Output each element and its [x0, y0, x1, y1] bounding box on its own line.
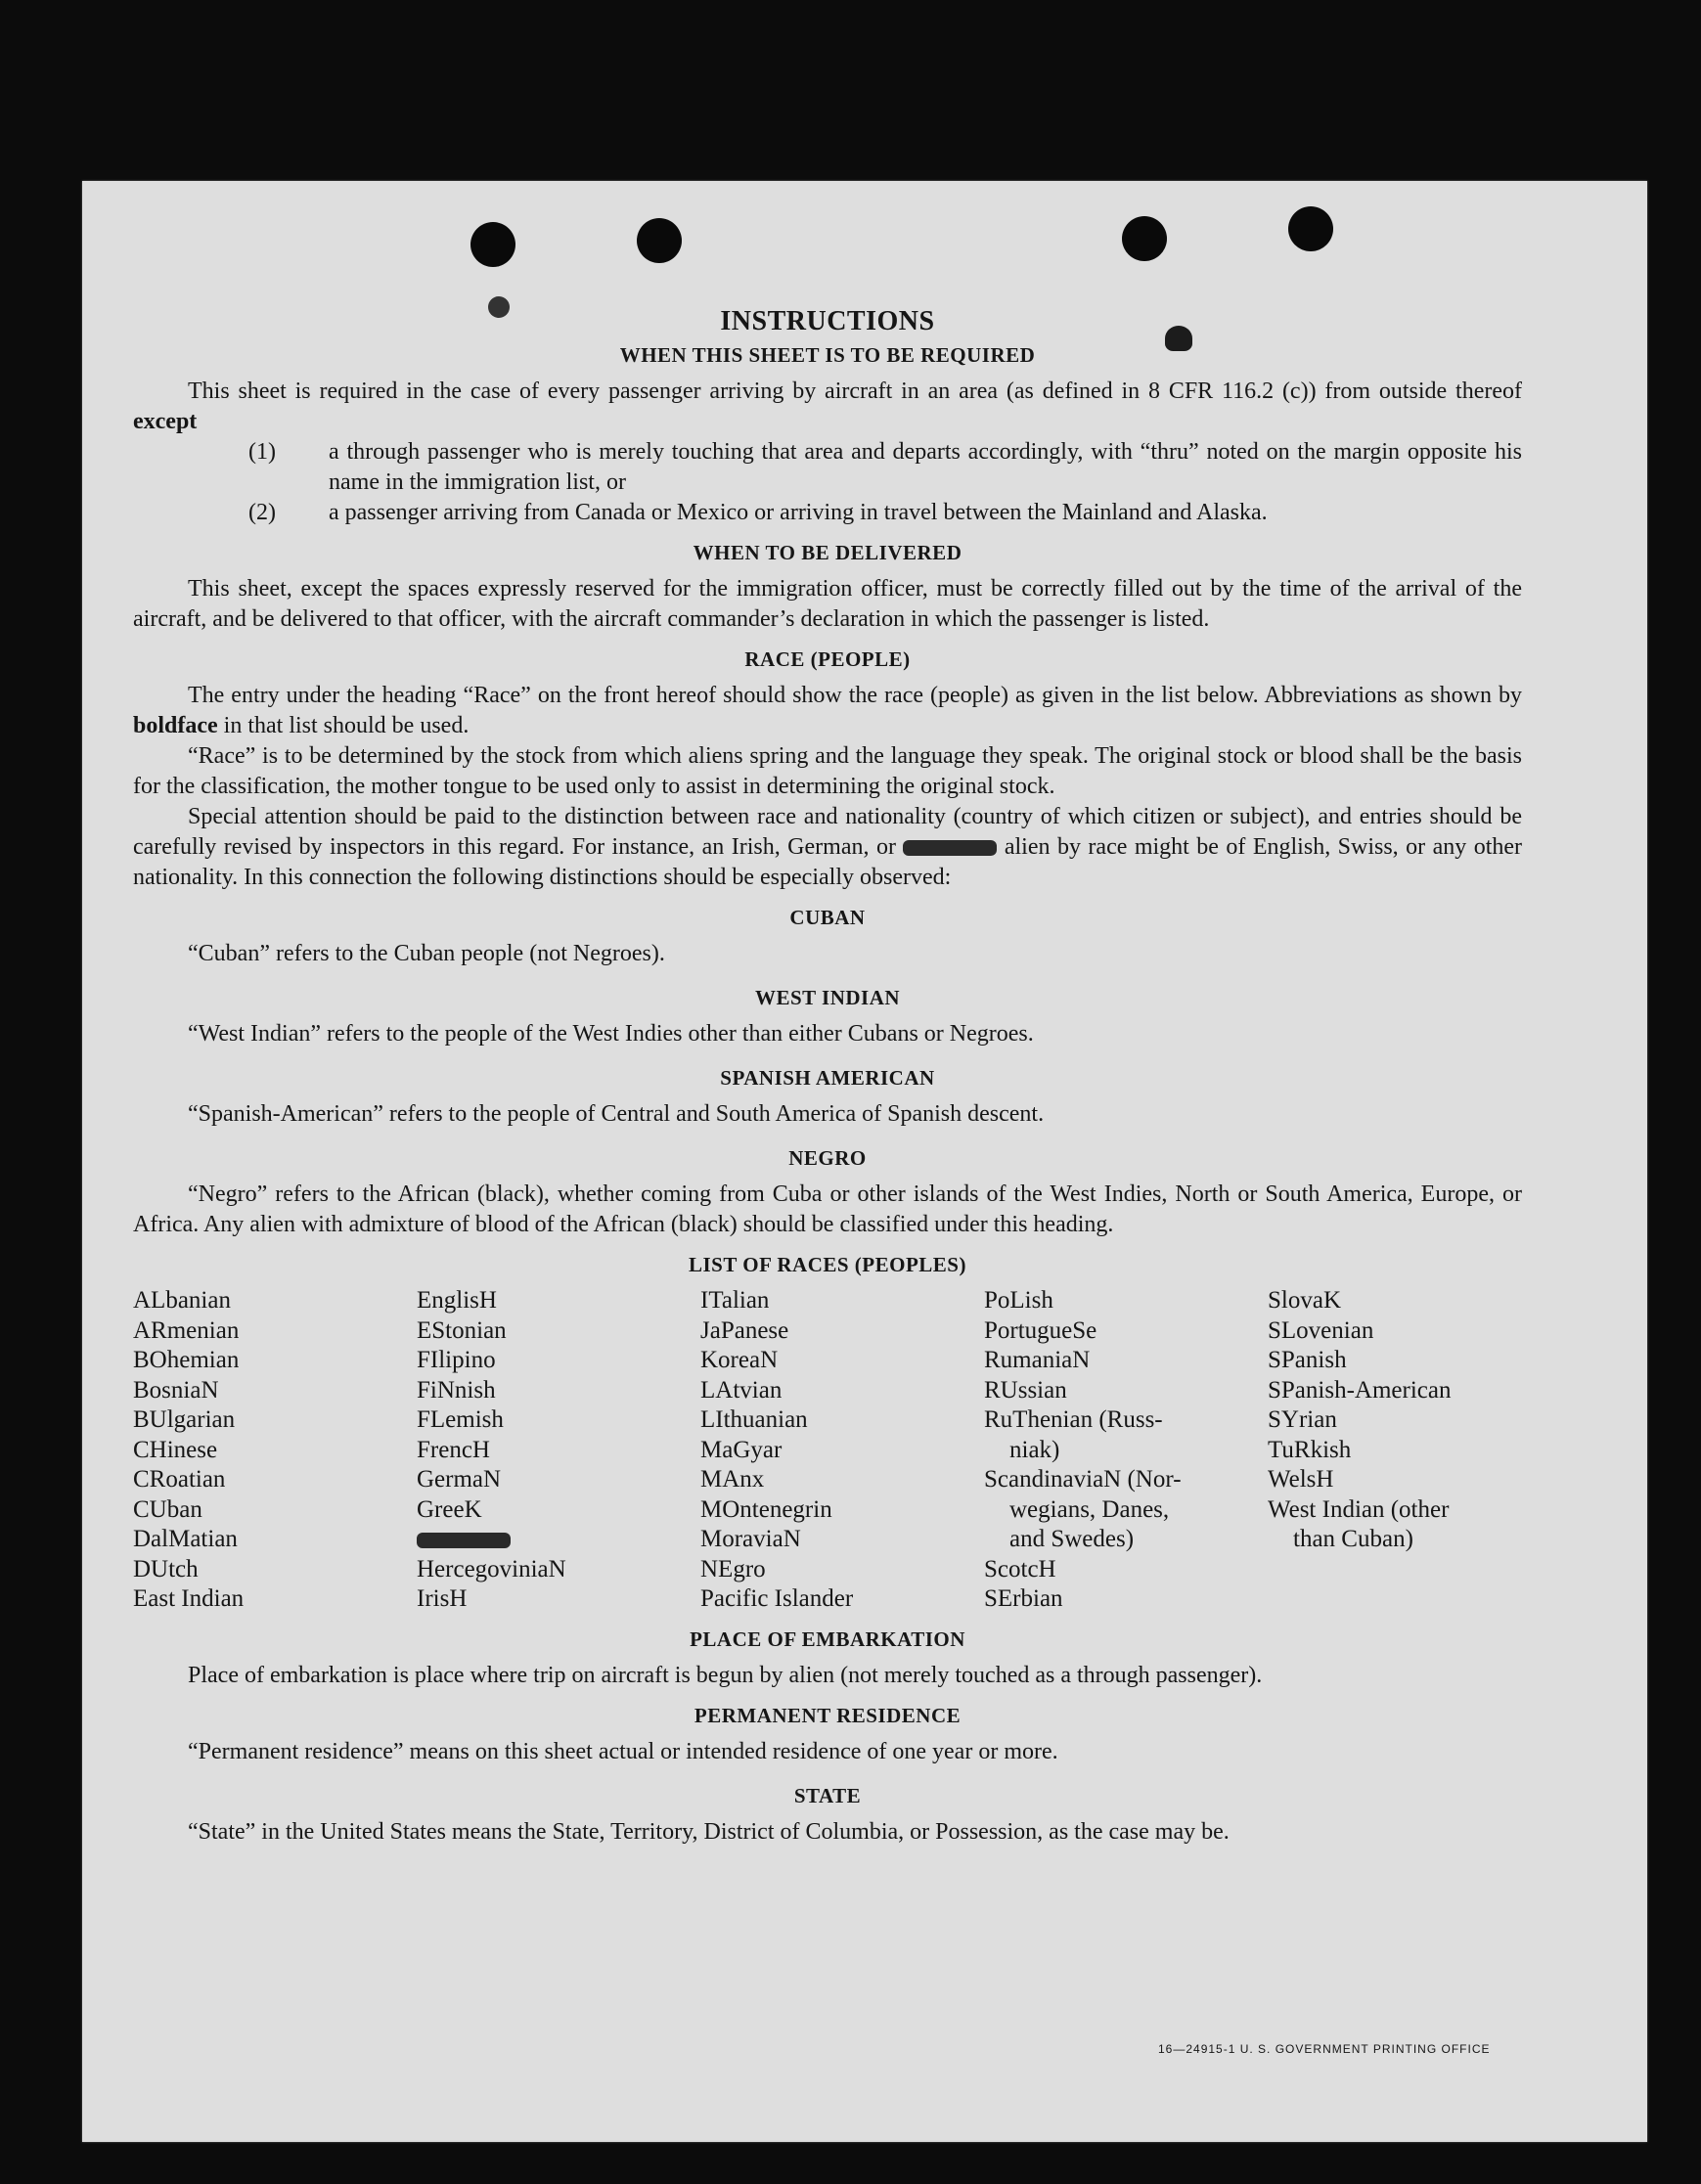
race-item: NEgro: [700, 1555, 766, 1582]
heading-spanish-american: SPANISH AMERICAN: [720, 1066, 935, 1090]
race-item: niak): [1009, 1436, 1060, 1463]
west-indian-text: “West Indian” refers to the people of the West Indies other than either Cubans or Negroes.: [188, 1021, 1034, 1047]
race-item: ScotcH: [984, 1555, 1056, 1582]
race-item: EStonian: [417, 1316, 507, 1344]
race-item: DUtch: [133, 1555, 199, 1582]
race-item: GreeK: [417, 1495, 482, 1523]
residence-text: “Permanent residence” means on this sheet actual or intended residence of one year or more.: [188, 1738, 1058, 1764]
heading-embarkation: PLACE OF EMBARKATION: [690, 1627, 965, 1651]
cuban-text: “Cuban” refers to the Cuban people (not Negroes).: [188, 941, 665, 966]
state-text: “State” in the United States means the State, Territory, District of Columbia, or Possession, as the case may be.: [188, 1818, 1230, 1845]
race-item: FLemish: [417, 1406, 504, 1433]
race-item: and Swedes): [1009, 1526, 1135, 1552]
race-paragraph-1: The entry under the heading “Race” on the front hereof should show the race (people) as given in the list below. Abbreviations as shown by boldface in that list should be used.: [133, 683, 1522, 738]
race-item: West Indian (other: [1268, 1495, 1450, 1523]
race-item-redacted: [417, 1525, 700, 1555]
race-item: ITalian: [700, 1287, 770, 1314]
race-item: SPanish: [1268, 1347, 1347, 1373]
race-item: than Cuban): [1293, 1526, 1413, 1552]
race-item: ScandinaviaN (Nor-: [984, 1466, 1182, 1493]
race-item: ALbanian: [133, 1287, 231, 1314]
race-item: LAtvian: [700, 1376, 783, 1404]
race-item: Pacific Islander: [700, 1585, 854, 1612]
race-item: BUlgarian: [133, 1406, 236, 1433]
heading-delivered: WHEN TO BE DELIVERED: [693, 541, 962, 564]
race-item: HercegoviniaN: [417, 1555, 566, 1582]
race-item: LIthuanian: [700, 1406, 808, 1433]
race-item: CRoatian: [133, 1466, 226, 1493]
redaction-mark: [417, 1533, 511, 1548]
race-item: wegians, Danes,: [1009, 1495, 1170, 1523]
race-item: SLovenian: [1268, 1316, 1374, 1344]
race-item: JaPanese: [700, 1316, 789, 1344]
punch-hole: [637, 218, 682, 263]
race-item: BosniaN: [133, 1376, 219, 1404]
negro-text: “Negro” refers to the African (black), whether coming from Cuba or other islands of the West Indies, North or South America, Europe, or Africa. Any alien with admixture of blood of the African (black) should be classified under this heading.: [133, 1181, 1522, 1237]
races-column-2: [417, 1286, 700, 1615]
delivered-text: This sheet, except the spaces expressly reserved for the immigration officer, must be correctly filled out by the time of the arrival of the aircraft, and be delivered to that officer, with the aircraft commander’s declaration in which the passenger is listed.: [133, 576, 1522, 632]
race-item: TuRkish: [1268, 1436, 1352, 1463]
embarkation-text: Place of embarkation is place where trip on aircraft is begun by alien (not merely touched as a through passenger).: [188, 1662, 1263, 1688]
heading-west-indian: WEST INDIAN: [754, 986, 901, 1009]
heading-state: STATE: [793, 1783, 862, 1807]
race-item: SPanish-American: [1268, 1376, 1452, 1404]
race-item: SlovaK: [1268, 1287, 1341, 1314]
race-item: PortugueSe: [984, 1316, 1097, 1344]
races-column-3: [700, 1286, 984, 1615]
redaction-mark: [903, 840, 997, 856]
printer-footer: 16—24915-1 U. S. GOVERNMENT PRINTING OFFICE: [1158, 2042, 1491, 2056]
race-item: WelsH: [1268, 1466, 1334, 1493]
spanish-american-text: “Spanish-American” refers to the people of Central and South America of Spanish descent.: [188, 1101, 1045, 1127]
heading-list-of-races: LIST OF RACES (PEOPLES): [689, 1253, 966, 1276]
heading-race: RACE (PEOPLE): [744, 647, 911, 671]
punch-hole: [470, 222, 515, 267]
race-item: BOhemian: [133, 1347, 240, 1373]
race-item: KoreaN: [700, 1347, 779, 1373]
races-column-5: [1268, 1286, 1522, 1615]
races-column-1: [133, 1286, 417, 1615]
race-item: FiNnish: [417, 1376, 496, 1404]
race-item: ARmenian: [133, 1316, 240, 1344]
heading-required: WHEN THIS SHEET IS TO BE REQUIRED: [619, 343, 1036, 367]
race-item: EnglisH: [417, 1287, 497, 1314]
race-item: SYrian: [1268, 1406, 1337, 1433]
races-list: [133, 1286, 1522, 1615]
race-item: MaGyar: [700, 1436, 783, 1463]
race-item: IrisH: [417, 1585, 468, 1612]
punch-hole: [1288, 206, 1333, 251]
race-item: MoraviaN: [700, 1526, 801, 1552]
required-item-1: (1) a through passenger who is merely touching that area and departs accordingly, with “thru” noted on the margin opposite his name in the immigration list, or: [248, 439, 1522, 495]
page-title: INSTRUCTIONS: [720, 306, 935, 336]
race-item: RuThenian (Russ-: [984, 1406, 1163, 1433]
race-item: CUban: [133, 1495, 202, 1523]
race-item: SErbian: [984, 1585, 1063, 1612]
race-item: GermaN: [417, 1466, 502, 1493]
race-item: East Indian: [133, 1585, 245, 1612]
race-item: DalMatian: [133, 1526, 238, 1552]
race-paragraph-2: “Race” is to be determined by the stock from which aliens spring and the language they speak. The original stock or blood shall be the basis for the classification, the mother tongue to be used only to assist in determining the original stock.: [133, 743, 1522, 799]
heading-residence: PERMANENT RESIDENCE: [694, 1703, 962, 1727]
punch-hole: [1122, 216, 1167, 261]
heading-negro: NEGRO: [788, 1146, 867, 1170]
race-item: PoLish: [984, 1287, 1053, 1314]
instructions-body: [133, 306, 1522, 1848]
race-item: CHinese: [133, 1436, 218, 1463]
race-item: MOntenegrin: [700, 1495, 832, 1523]
races-column-4: [984, 1286, 1268, 1615]
race-item: FIlipino: [417, 1347, 496, 1373]
race-paragraph-3: Special attention should be paid to the distinction between race and nationality (country of which citizen or subject), and entries should be carefully revised by inspectors in this regard. For instance, an Irish, German, or alien by race might be of English, Swiss, or any other nationality. In this connection the following distinctions should be especially observed:: [133, 804, 1523, 890]
race-item: RumaniaN: [984, 1347, 1091, 1373]
document-page: [82, 181, 1647, 2142]
race-item: RUssian: [984, 1376, 1067, 1404]
race-item: FrencH: [417, 1436, 490, 1463]
required-intro: This sheet is required in the case of every passenger arriving by aircraft in an area (as defined in 8 CFR 116.2 (c)) from outside thereof except: [133, 379, 1522, 434]
heading-cuban: CUBAN: [789, 906, 866, 929]
race-item: MAnx: [700, 1466, 765, 1493]
required-item-2: (2) a passenger arriving from Canada or Mexico or arriving in travel between the Mainland and Alaska.: [248, 500, 1268, 525]
